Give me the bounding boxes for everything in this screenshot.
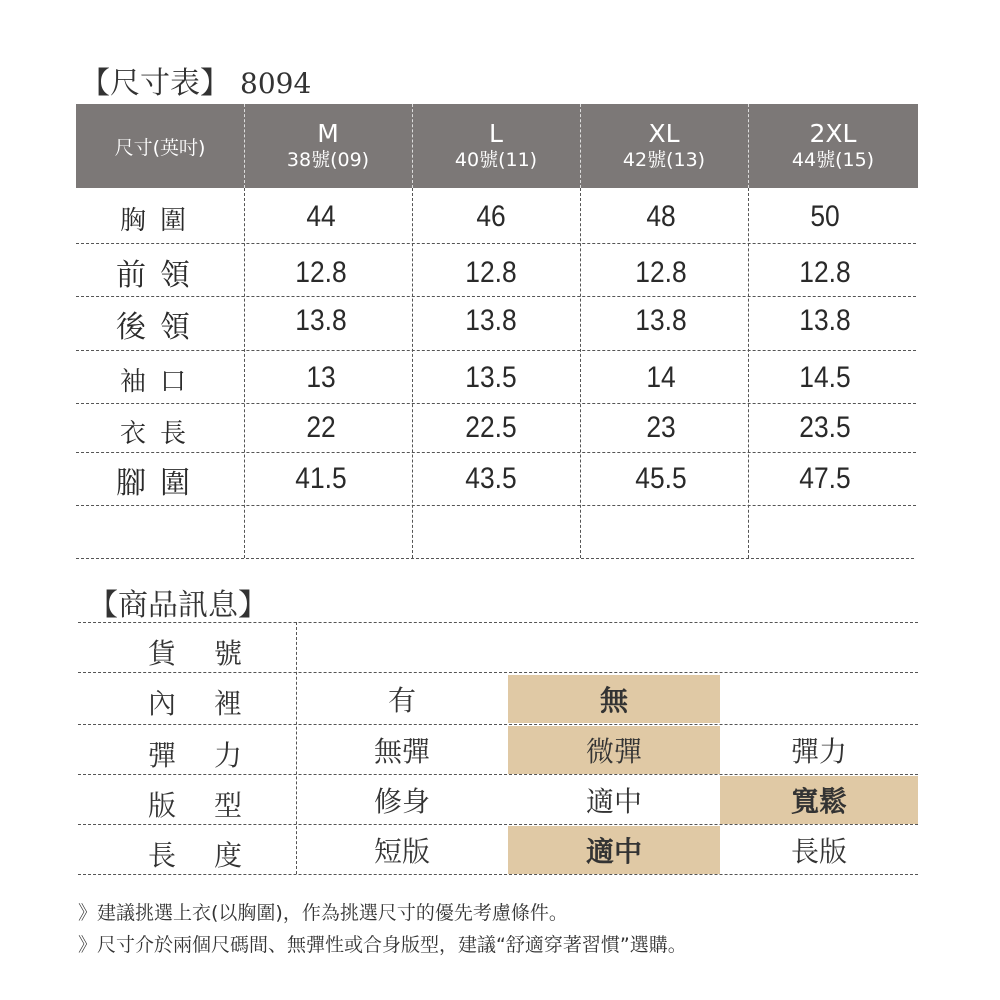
size-table-title bbox=[80, 58, 311, 102]
row-divider bbox=[76, 350, 916, 351]
info-label-char: 裡 bbox=[214, 687, 243, 720]
row-label-chest: 胸圍 bbox=[119, 206, 200, 236]
row-divider bbox=[76, 505, 916, 506]
info-bottom-border bbox=[78, 874, 918, 875]
option-fit-loose-selected: 寬鬆 bbox=[720, 776, 918, 824]
column-sub: 40號(11) bbox=[454, 149, 538, 171]
cell-back-neck-xl: 13.8 bbox=[635, 304, 687, 337]
cell-chest-xl: 48 bbox=[646, 200, 676, 233]
cell-cuff-l: 13.5 bbox=[465, 361, 517, 394]
header-divider bbox=[748, 104, 749, 188]
header-divider bbox=[412, 104, 413, 188]
cell-length-2xl: 23.5 bbox=[799, 411, 851, 444]
info-label-char: 型 bbox=[214, 789, 243, 822]
cell-front-neck-2xl: 12.8 bbox=[799, 256, 851, 289]
column-divider bbox=[244, 188, 245, 558]
product-code: 8094 bbox=[240, 67, 312, 100]
info-label-char: 力 bbox=[214, 739, 243, 772]
info-row-divider bbox=[78, 672, 918, 673]
column-sub: 42號(13) bbox=[622, 149, 706, 171]
header-divider bbox=[244, 104, 245, 188]
cell-hem-xl: 45.5 bbox=[635, 462, 687, 495]
info-label-char: 內 bbox=[148, 687, 177, 720]
row-divider bbox=[76, 403, 916, 404]
cell-cuff-2xl: 14.5 bbox=[799, 361, 851, 394]
table-bottom-border bbox=[76, 558, 914, 559]
cell-front-neck-m: 12.8 bbox=[295, 256, 347, 289]
info-label-char: 度 bbox=[214, 839, 243, 872]
cell-back-neck-2xl: 13.8 bbox=[799, 304, 851, 337]
column-sub: 44號(15) bbox=[791, 149, 875, 171]
info-top-border bbox=[78, 622, 918, 623]
option-elasticity-slight-selected: 微彈 bbox=[508, 726, 720, 774]
info-label-char: 貨 bbox=[148, 637, 177, 670]
header-divider bbox=[580, 104, 581, 188]
column-header-2xl bbox=[748, 104, 918, 188]
info-label-char: 長 bbox=[148, 839, 177, 872]
info-row-divider bbox=[78, 824, 918, 825]
option-elasticity-stretch: 彈力 bbox=[790, 735, 847, 768]
row-label-front-neck: 前領 bbox=[116, 258, 204, 293]
column-header-l bbox=[412, 104, 580, 188]
option-fit-slim: 修身 bbox=[373, 785, 430, 818]
info-label-char: 彈 bbox=[148, 739, 177, 772]
cell-chest-2xl: 50 bbox=[810, 200, 840, 233]
size-table-header bbox=[76, 104, 918, 188]
row-label-cuff: 袖口 bbox=[119, 367, 200, 397]
cell-length-m: 22 bbox=[306, 411, 336, 444]
column-size: XL bbox=[648, 119, 680, 148]
cell-chest-m: 44 bbox=[306, 200, 336, 233]
cell-back-neck-m: 13.8 bbox=[295, 304, 347, 337]
option-lining-no-selected: 無 bbox=[508, 675, 720, 723]
cell-front-neck-l: 12.8 bbox=[465, 256, 517, 289]
info-label-char: 號 bbox=[214, 637, 243, 670]
option-length-regular-selected: 適中 bbox=[508, 826, 720, 874]
cell-length-xl: 23 bbox=[646, 411, 676, 444]
column-header-xl bbox=[580, 104, 748, 188]
info-label-char: 版 bbox=[148, 789, 177, 822]
column-size: L bbox=[489, 119, 503, 148]
product-info-title: 【商品訊息】 bbox=[88, 588, 268, 623]
note-between-sizes: 》尺寸介於兩個尺碼間、無彈性或合身版型，建議“舒適穿著習慣”選購。 bbox=[78, 934, 687, 956]
row-label-length: 衣長 bbox=[119, 419, 200, 449]
option-elasticity-none: 無彈 bbox=[373, 735, 430, 768]
column-divider bbox=[580, 188, 581, 558]
size-table-title-text: 【尺寸表】 bbox=[80, 66, 230, 101]
cell-hem-l: 43.5 bbox=[465, 462, 517, 495]
cell-cuff-xl: 14 bbox=[646, 361, 676, 394]
cell-length-l: 22.5 bbox=[465, 411, 517, 444]
info-row-divider bbox=[78, 774, 918, 775]
cell-chest-l: 46 bbox=[476, 200, 506, 233]
cell-hem-m: 41.5 bbox=[295, 462, 347, 495]
option-lining-yes: 有 bbox=[387, 684, 416, 717]
column-divider bbox=[748, 188, 749, 558]
row-divider bbox=[76, 452, 916, 453]
cell-cuff-m: 13 bbox=[306, 361, 336, 394]
column-size: 2XL bbox=[809, 119, 857, 148]
option-fit-regular: 適中 bbox=[585, 785, 642, 818]
option-length-long: 長版 bbox=[790, 835, 847, 868]
column-sub: 38號(09) bbox=[286, 149, 370, 171]
row-label-hem: 腳圍 bbox=[116, 466, 204, 501]
note-chest-priority: 》建議挑選上衣(以胸圍)，作為挑選尺寸的優先考慮條件。 bbox=[78, 902, 568, 924]
corner-label: 尺寸(英吋) bbox=[114, 136, 206, 159]
info-row-divider bbox=[78, 724, 918, 725]
cell-back-neck-l: 13.8 bbox=[465, 304, 517, 337]
row-divider bbox=[76, 243, 916, 244]
column-header-m bbox=[244, 104, 412, 188]
option-length-short: 短版 bbox=[373, 835, 430, 868]
cell-hem-2xl: 47.5 bbox=[799, 462, 851, 495]
row-label-back-neck: 後領 bbox=[116, 310, 204, 345]
row-divider bbox=[76, 296, 916, 297]
column-size: M bbox=[317, 119, 339, 148]
cell-front-neck-xl: 12.8 bbox=[635, 256, 687, 289]
column-divider bbox=[412, 188, 413, 558]
